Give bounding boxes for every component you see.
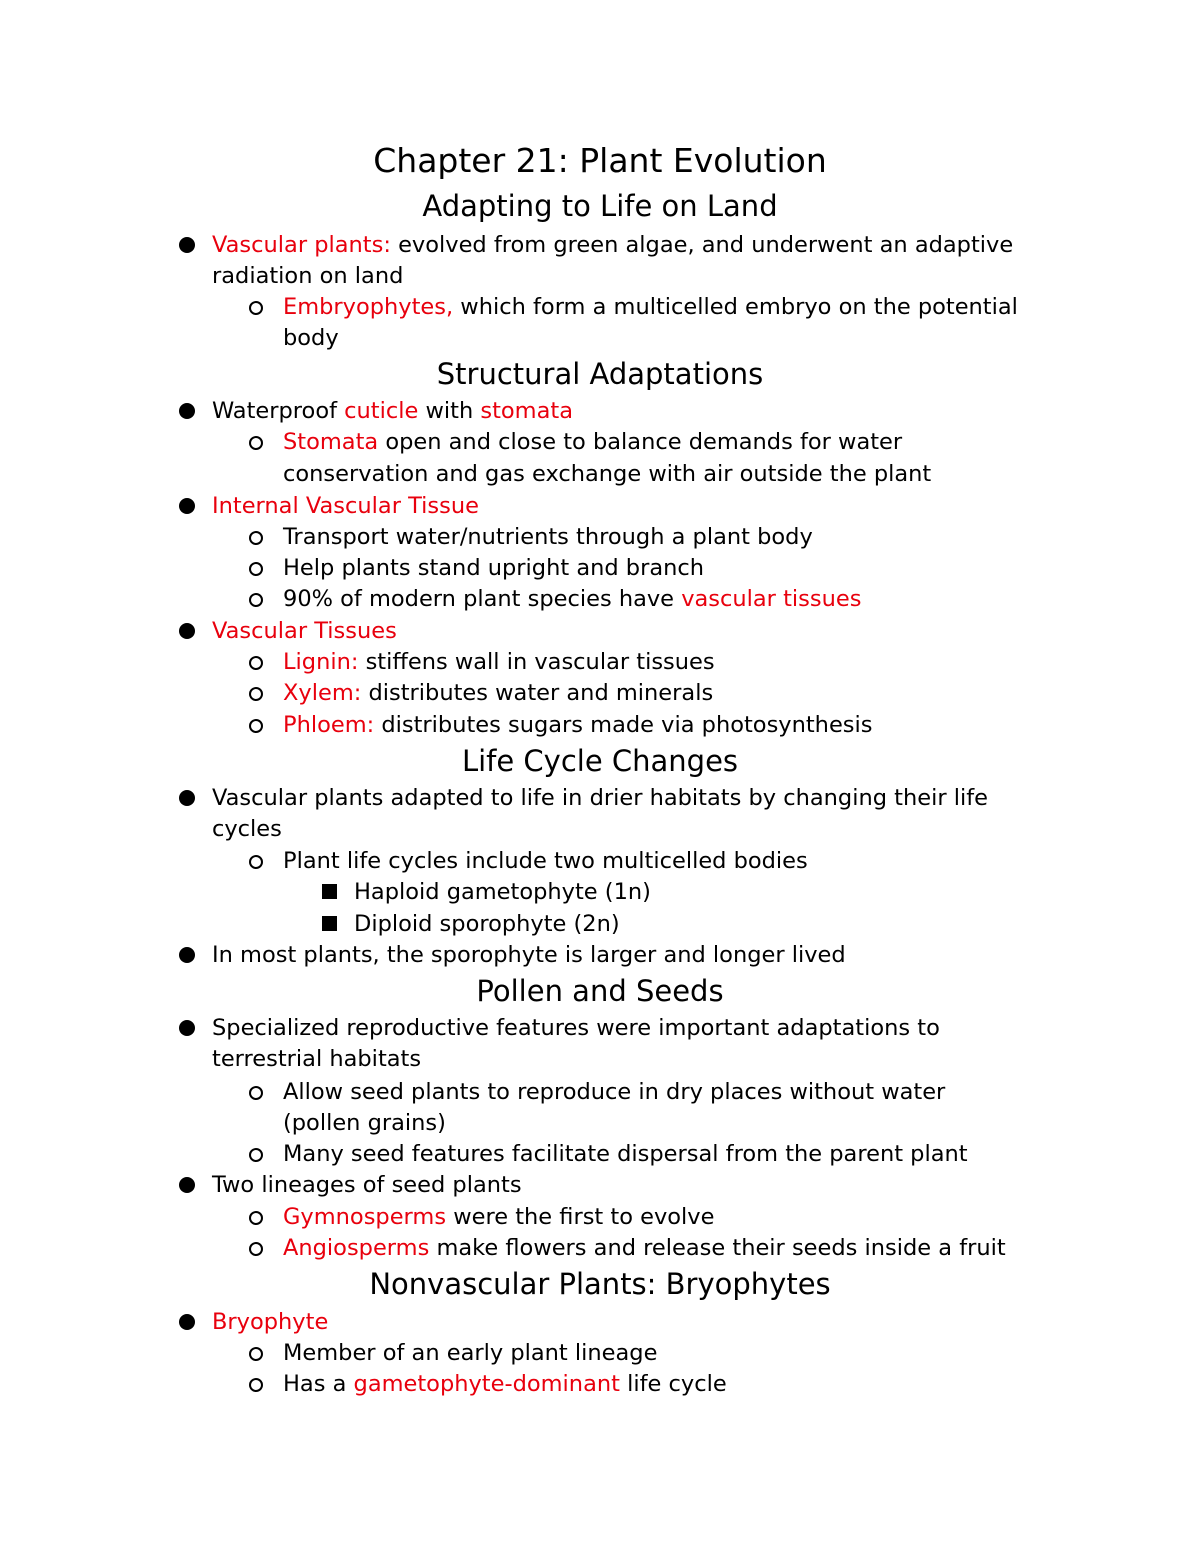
key-term: Gymnosperms xyxy=(283,1204,447,1230)
bullet-hollow-icon xyxy=(249,593,263,607)
list-item-text: Waterproof xyxy=(212,398,345,424)
bullet-filled-icon xyxy=(179,947,195,963)
bullet-filled-icon xyxy=(179,1020,195,1036)
key-term: Vascular Tissues xyxy=(212,618,397,644)
bullet-hollow-icon xyxy=(249,1242,263,1256)
list-item-text: life cycle xyxy=(619,1371,727,1397)
bullet-hollow-icon xyxy=(249,1211,263,1225)
bullet-hollow-icon xyxy=(249,656,263,670)
list-item-text: which form a multicelled embryo on the potential xyxy=(453,294,1018,320)
list-item-continuation xyxy=(283,459,931,489)
bullet-filled-icon xyxy=(179,403,195,419)
key-term: Embryophytes, xyxy=(283,294,454,320)
bullet-hollow-icon xyxy=(249,1148,263,1162)
list-item xyxy=(212,616,397,646)
list-item-text: Many seed features facilitate dispersal from the parent plant xyxy=(283,1141,968,1167)
list-item-continuation xyxy=(212,1044,421,1074)
bullet-hollow-icon xyxy=(249,436,263,450)
list-item-text: terrestrial habitats xyxy=(212,1046,422,1072)
list-item xyxy=(283,678,713,708)
list-item-text: 90% of modern plant species have xyxy=(283,586,682,612)
list-item-text: Vascular plants adapted to life in drier habitats by changing their life xyxy=(212,785,988,811)
list-item-text: distributes water and minerals xyxy=(361,680,714,706)
section-heading: Pollen and Seeds xyxy=(476,974,724,1008)
list-item-continuation xyxy=(212,261,403,291)
list-item xyxy=(212,1307,328,1337)
list-item-text: cycles xyxy=(212,816,282,842)
list-item xyxy=(283,647,715,677)
list-item xyxy=(212,230,1013,260)
list-item xyxy=(283,292,1018,322)
key-term: Vascular plants: xyxy=(212,232,391,258)
bullet-hollow-icon xyxy=(249,1378,263,1392)
list-item xyxy=(283,522,813,552)
list-item-text: open and close to balance demands for water xyxy=(378,429,903,455)
list-item-text: make flowers and release their seeds inside a fruit xyxy=(429,1235,1006,1261)
list-item-text: Help plants stand upright and branch xyxy=(283,555,705,581)
list-item-text: body xyxy=(283,325,339,351)
list-item-text: Transport water/nutrients through a plant body xyxy=(283,524,813,550)
list-item-text: Haploid gametophyte (1n) xyxy=(354,879,651,905)
list-item-continuation xyxy=(283,1108,446,1138)
list-item xyxy=(212,491,479,521)
key-term: Phloem: xyxy=(283,712,375,738)
list-item-text: were the first to evolve xyxy=(446,1204,715,1230)
bullet-filled-icon xyxy=(179,623,195,639)
list-item xyxy=(354,877,651,907)
list-item-text: distributes sugars made via photosynthesis xyxy=(374,712,873,738)
list-item xyxy=(212,940,846,970)
key-term: Bryophyte xyxy=(212,1309,329,1335)
bullet-hollow-icon xyxy=(249,562,263,576)
key-term: cuticle xyxy=(344,398,419,424)
key-term: stomata xyxy=(480,398,574,424)
bullet-hollow-icon xyxy=(249,1086,263,1100)
list-item xyxy=(283,427,902,457)
bullet-filled-icon xyxy=(179,498,195,514)
list-item-continuation xyxy=(212,814,282,844)
list-item xyxy=(212,1170,522,1200)
section-heading: Life Cycle Changes xyxy=(461,744,739,778)
bullet-hollow-icon xyxy=(249,855,263,869)
list-item xyxy=(354,909,620,939)
bullet-filled-icon xyxy=(179,790,195,806)
list-item xyxy=(283,846,808,876)
list-item-text: In most plants, the sporophyte is larger and longer lived xyxy=(212,942,846,968)
list-item-text: with xyxy=(418,398,481,424)
bullet-hollow-icon xyxy=(249,687,263,701)
bullet-hollow-icon xyxy=(249,1347,263,1361)
list-item-text: evolved from green algae, and underwent an adaptive xyxy=(390,232,1014,258)
key-term: Angiosperms xyxy=(283,1235,430,1261)
list-item xyxy=(283,1077,945,1107)
list-item xyxy=(283,584,861,614)
list-item xyxy=(283,1139,968,1169)
page-title: Chapter 21: Plant Evolution xyxy=(373,141,827,180)
list-item-continuation xyxy=(283,323,339,353)
key-term: gametophyte-dominant xyxy=(353,1371,620,1397)
bullet-square-icon xyxy=(322,916,337,931)
list-item-text: Member of an early plant lineage xyxy=(283,1340,658,1366)
bullet-filled-icon xyxy=(179,237,195,253)
key-term: Xylem: xyxy=(283,680,362,706)
list-item-text: stiffens wall in vascular tissues xyxy=(358,649,715,675)
bullet-hollow-icon xyxy=(249,301,263,315)
list-item xyxy=(283,1369,727,1399)
section-heading: Adapting to Life on Land xyxy=(422,189,778,223)
list-item-text: Diploid sporophyte (2n) xyxy=(354,911,620,937)
list-item xyxy=(283,710,872,740)
list-item-text: Has a xyxy=(283,1371,354,1397)
list-item-text: Two lineages of seed plants xyxy=(212,1172,522,1198)
section-heading: Nonvascular Plants: Bryophytes xyxy=(369,1267,831,1301)
list-item-text: Allow seed plants to reproduce in dry places without water xyxy=(283,1079,946,1105)
list-item-text: conservation and gas exchange with air outside the plant xyxy=(283,461,932,487)
list-item xyxy=(283,553,704,583)
list-item xyxy=(212,783,988,813)
bullet-hollow-icon xyxy=(249,719,263,733)
list-item xyxy=(283,1233,1006,1263)
section-heading: Structural Adaptations xyxy=(436,357,764,391)
bullet-hollow-icon xyxy=(249,531,263,545)
key-term: Lignin: xyxy=(283,649,359,675)
list-item xyxy=(212,396,573,426)
bullet-square-icon xyxy=(322,884,337,899)
list-item xyxy=(283,1338,657,1368)
list-item-text: Plant life cycles include two multicelled bodies xyxy=(283,848,808,874)
bullet-filled-icon xyxy=(179,1314,195,1330)
key-term: vascular tissues xyxy=(681,586,862,612)
key-term: Internal Vascular Tissue xyxy=(212,493,479,519)
bullet-filled-icon xyxy=(179,1177,195,1193)
list-item-text: radiation on land xyxy=(212,263,404,289)
key-term: Stomata xyxy=(283,429,379,455)
list-item-text: (pollen grains) xyxy=(283,1110,446,1136)
list-item-text: Specialized reproductive features were important adaptations to xyxy=(212,1015,940,1041)
list-item xyxy=(212,1013,940,1043)
list-item xyxy=(283,1202,714,1232)
